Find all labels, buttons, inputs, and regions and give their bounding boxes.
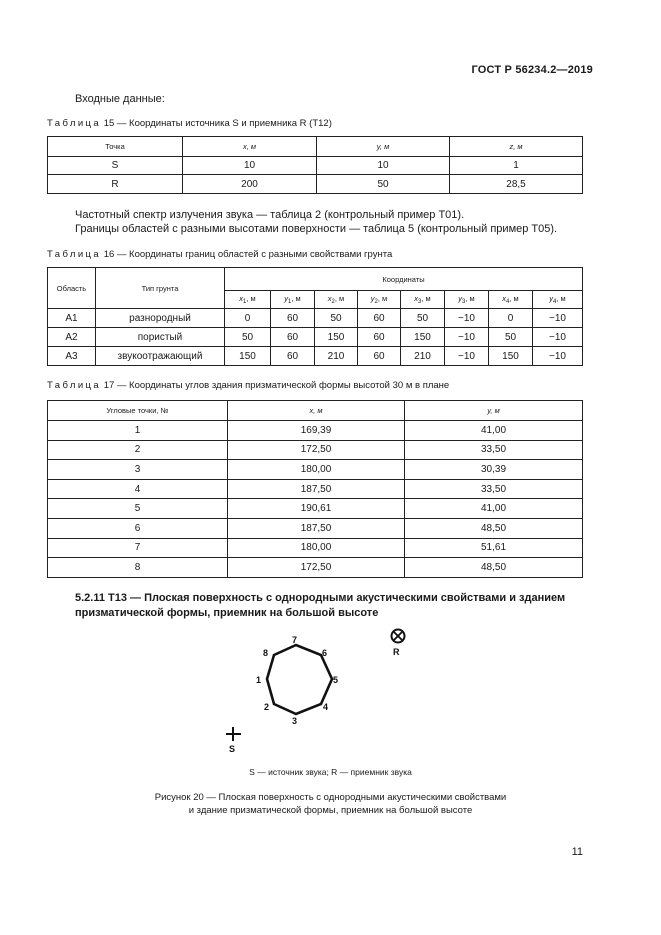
table-cell: A2 bbox=[48, 328, 96, 347]
table-cell: A3 bbox=[48, 347, 96, 366]
source-label: S bbox=[229, 744, 236, 754]
table-cell: 41,00 bbox=[405, 421, 583, 441]
table-cell: 10 bbox=[317, 157, 450, 175]
section-title: T13 — Плоская поверхность с однородными акустическими свойствами и зданием призматической формы, приемник на большой высоте bbox=[75, 592, 566, 619]
table-cell: 190,61 bbox=[228, 499, 405, 519]
table-cell: 7 bbox=[48, 538, 228, 558]
table16-header-y1: $y_1$, м bbox=[271, 291, 315, 309]
table-cell: 187,50 bbox=[228, 518, 405, 538]
table-cell: 6 bbox=[48, 518, 228, 538]
table17-header-corner: Угловые точки, № bbox=[48, 401, 228, 421]
table17-header-y: y, м bbox=[405, 401, 583, 421]
table-cell: 150 bbox=[225, 347, 271, 366]
table-cell: 33,50 bbox=[405, 479, 583, 499]
table-cell: −10 bbox=[445, 309, 489, 328]
table-cell: 0 bbox=[489, 309, 533, 328]
vertex-label-2: 2 bbox=[264, 702, 270, 712]
table-cell: 51,61 bbox=[405, 538, 583, 558]
table-cell: 8 bbox=[48, 558, 228, 578]
table-cell: 150 bbox=[401, 328, 445, 347]
table-cell: 1 bbox=[48, 421, 228, 441]
table15-header-z: z, м bbox=[450, 137, 583, 157]
table-cell: 30,39 bbox=[405, 460, 583, 480]
table-cell: 50 bbox=[401, 309, 445, 328]
table-cell: 172,50 bbox=[228, 440, 405, 460]
table16-header-area: Область bbox=[48, 268, 96, 309]
table-cell: 60 bbox=[271, 328, 315, 347]
table15-header-x: x, м bbox=[183, 137, 317, 157]
table-cell: 41,00 bbox=[405, 499, 583, 519]
table16-header-y4: $y_4$, м bbox=[533, 291, 583, 309]
table-cell: 180,00 bbox=[228, 538, 405, 558]
vertex-label-4: 4 bbox=[323, 702, 329, 712]
table16-header-y3: $y_3$, м bbox=[445, 291, 489, 309]
table16-header-y2: $y_2$, м bbox=[358, 291, 401, 309]
vertex-label-5: 5 bbox=[333, 675, 339, 685]
table-cell: 5 bbox=[48, 499, 228, 519]
table-cell: разнородный bbox=[96, 309, 225, 328]
table-cell: 0 bbox=[225, 309, 271, 328]
table-cell: 60 bbox=[271, 347, 315, 366]
figure-caption-line1: Рисунок 20 — Плоская поверхность с однородными акустическими свойствами bbox=[154, 792, 507, 803]
table-cell: 28,5 bbox=[450, 175, 583, 194]
table17-caption-prefix: Таблица bbox=[47, 380, 102, 391]
table15-caption-prefix: Таблица bbox=[47, 118, 102, 129]
figure-caption-line2: и здание призматической формы, приемник на большой высоте bbox=[188, 805, 473, 816]
vertex-label-3: 3 bbox=[292, 716, 298, 726]
table16-caption-prefix: Таблица bbox=[47, 249, 102, 260]
vertex-label-7: 7 bbox=[292, 635, 298, 645]
table-cell: 200 bbox=[183, 175, 317, 194]
table-cell: −10 bbox=[445, 347, 489, 366]
table16-header-soil-type: Тип грунта bbox=[96, 268, 225, 309]
table16-header-x3: $x_3$, м bbox=[401, 291, 445, 309]
table-cell: 60 bbox=[271, 309, 315, 328]
table-cell: 2 bbox=[48, 440, 228, 460]
table-cell: R bbox=[48, 175, 183, 194]
page-number: 11 bbox=[571, 846, 583, 858]
table-cell: 33,50 bbox=[405, 440, 583, 460]
table15-caption-text: 15 — Координаты источника S и приемника R (T12) bbox=[103, 118, 332, 129]
receiver-icon bbox=[392, 630, 405, 643]
table-cell: 180,00 bbox=[228, 460, 405, 480]
vertex-label-6: 6 bbox=[322, 648, 328, 658]
table-cell: 1 bbox=[450, 157, 583, 175]
table-cell: 48,50 bbox=[405, 558, 583, 578]
table-cell: 4 bbox=[48, 479, 228, 499]
table-cell: 150 bbox=[489, 347, 533, 366]
table17-header-x: x, м bbox=[228, 401, 405, 421]
document-code: ГОСТ Р 56234.2—2019 bbox=[471, 64, 593, 76]
table16-header-coordinates: Координаты bbox=[225, 268, 583, 291]
paragraph-boundaries: Границы областей с разными высотами поверхности — таблица 5 (контрольный пример T05). bbox=[75, 223, 558, 235]
table-cell: A1 bbox=[48, 309, 96, 328]
intro-text: Входные данные: bbox=[75, 93, 165, 105]
table-cell: −10 bbox=[533, 309, 583, 328]
vertex-label-8: 8 bbox=[263, 648, 269, 658]
vertex-label-1: 1 bbox=[256, 675, 262, 685]
table-cell: 169,39 bbox=[228, 421, 405, 441]
table16-caption-text: 16 — Координаты границ областей с разными свойствами грунта bbox=[103, 249, 393, 260]
table-cell: 172,50 bbox=[228, 558, 405, 578]
table-cell: 150 bbox=[315, 328, 358, 347]
table-cell: 187,50 bbox=[228, 479, 405, 499]
table-cell: 3 bbox=[48, 460, 228, 480]
source-marker bbox=[226, 727, 241, 741]
table-cell: −10 bbox=[445, 328, 489, 347]
table-cell: 210 bbox=[315, 347, 358, 366]
table16-header-x1: $x_1$, м bbox=[225, 291, 271, 309]
receiver-label: R bbox=[393, 647, 400, 657]
table-cell: 50 bbox=[489, 328, 533, 347]
table-cell: 10 bbox=[183, 157, 317, 175]
table-cell: 60 bbox=[358, 309, 401, 328]
table-cell: пористый bbox=[96, 328, 225, 347]
table-cell: 60 bbox=[358, 328, 401, 347]
section-number: 5.2.11 bbox=[75, 592, 105, 604]
figure-legend: S — источник звука; R — приемник звука bbox=[249, 767, 412, 777]
table-cell: 60 bbox=[358, 347, 401, 366]
table-cell: 50 bbox=[317, 175, 450, 194]
table-cell: −10 bbox=[533, 328, 583, 347]
table15-header-point: Точка bbox=[48, 137, 183, 157]
table15-header-y: y, м bbox=[317, 137, 450, 157]
table-cell: −10 bbox=[533, 347, 583, 366]
table17-caption-text: 17 — Координаты углов здания призматической формы высотой 30 м в плане bbox=[103, 380, 450, 391]
table-cell: звукоотражающий bbox=[96, 347, 225, 366]
table16-header-x4: $x_4$, м bbox=[489, 291, 533, 309]
table-cell: 50 bbox=[225, 328, 271, 347]
table-cell: S bbox=[48, 157, 183, 175]
table-cell: 210 bbox=[401, 347, 445, 366]
paragraph-spectrum: Частотный спектр излучения звука — таблица 2 (контрольный пример T01). bbox=[75, 209, 465, 221]
table-cell: 48,50 bbox=[405, 518, 583, 538]
table-cell: 50 bbox=[315, 309, 358, 328]
table16-header-x2: $x_2$, м bbox=[315, 291, 358, 309]
